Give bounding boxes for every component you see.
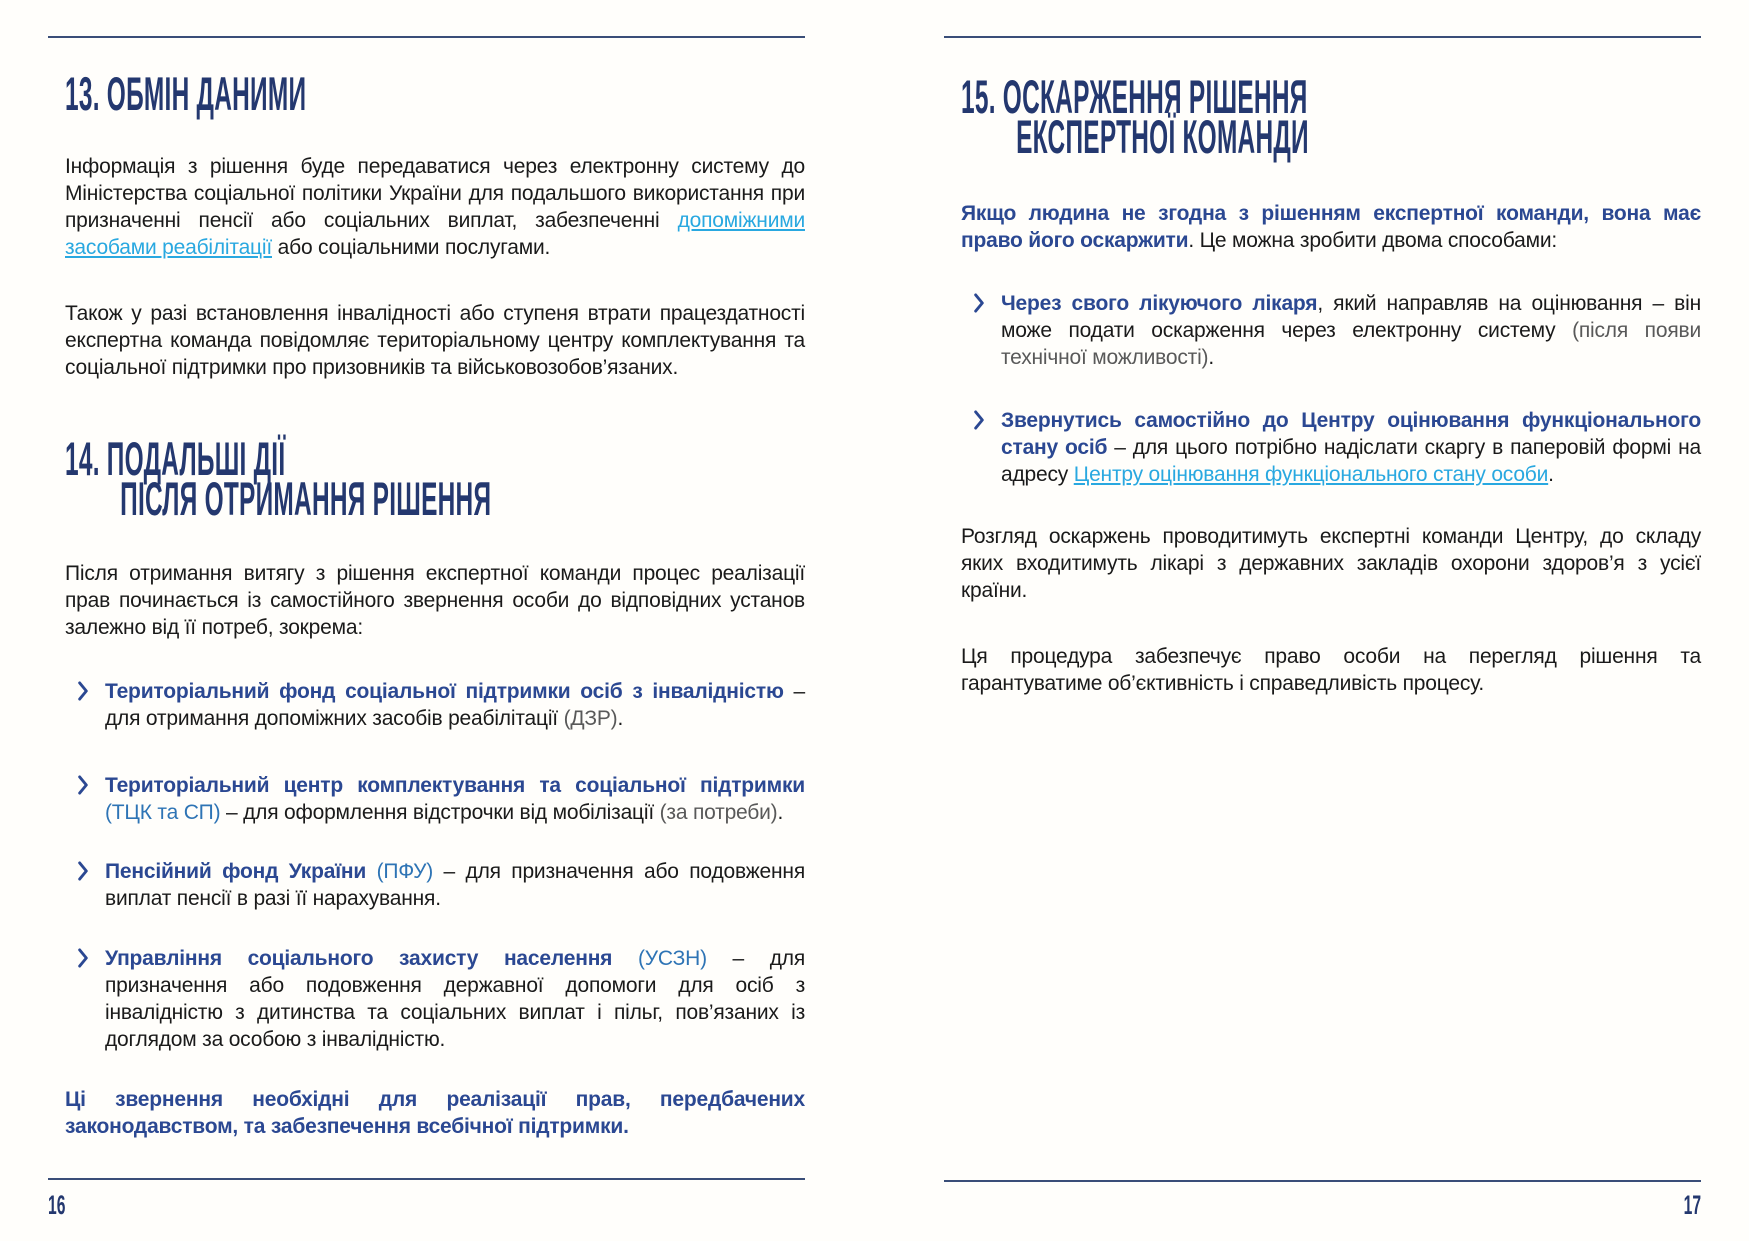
page-content — [961, 0, 1701, 1241]
heading-number: 14. — [65, 432, 107, 485]
page-number: 16 — [48, 1190, 66, 1220]
text-segment: . — [777, 801, 784, 824]
bullet-chevron-icon — [973, 410, 985, 430]
text-segment: (ДЗР) — [563, 707, 618, 730]
paragraph — [65, 300, 805, 381]
bullet-chevron-icon — [77, 861, 89, 881]
page-right — [944, 0, 1701, 1241]
bullet-chevron-icon — [77, 948, 89, 968]
bullet-chevron-icon — [77, 681, 89, 701]
bullet-item — [105, 772, 805, 826]
page-content — [65, 0, 805, 1241]
bullet-item — [105, 858, 805, 912]
text-segment: (ТЦК та СП) — [105, 801, 221, 824]
text-segment: або соціальними послугами. — [272, 236, 551, 259]
text-segment: Територіальний фонд соціальної підтримки осіб з інвалідністю — [105, 680, 784, 703]
page-number: 17 — [1683, 1190, 1701, 1220]
text-segment: . — [1208, 346, 1214, 369]
text-segment — [612, 947, 638, 970]
text-segment: – для оформлення відстрочки від мобілізації — [220, 801, 660, 824]
text-segment: Якщо людина не згодна з рішенням експертної команди, вона має право його оскаржити — [961, 202, 1701, 252]
paragraph — [65, 560, 805, 641]
page-left — [48, 0, 805, 1241]
heading-line: ЕКСПЕРТНОЇ КОМАНДИ — [1016, 110, 1309, 163]
bullet-item — [1001, 290, 1701, 371]
text-segment: Через свого лікуючого лікаря — [1001, 292, 1318, 315]
text-segment: (після появи технічної можливості) — [1001, 319, 1701, 369]
text-segment: – для отримання допоміжних засобів реабілітації — [105, 680, 805, 730]
text-segment — [366, 860, 377, 883]
text-segment: (ПФУ) — [376, 860, 434, 883]
text-segment: . Це можна зробити двома способами: — [1188, 229, 1558, 252]
text-segment: Розгляд оскаржень проводитимуть експертні команди Центру, до складу яких входитимуть лікарі з державних закладів охорони здоров’я з усієї країни. — [961, 525, 1701, 602]
text-segment: Управління соціального захисту населення — [105, 947, 613, 970]
text-segment: – для призначення або подовження виплат пенсії в разі її нарахування. — [105, 860, 805, 910]
heading-number: 13. — [65, 67, 107, 120]
inline-link[interactable]: допоміжними засобами реабілітації — [65, 209, 805, 259]
paragraph — [65, 153, 805, 261]
text-segment: Ці звернення необхідні для реалізації прав, передбачених законодавством, та забезпечення всебічної підтримки. — [65, 1088, 805, 1138]
section-heading-15 — [961, 70, 1309, 163]
text-segment: – для цього потрібно надіслати скаргу в паперовій формі на адресу — [1001, 436, 1701, 486]
bullet-chevron-icon — [77, 775, 89, 795]
heading-line: 15. ОСКАРЖЕННЯ РІШЕННЯ — [961, 70, 1308, 123]
paragraph — [65, 1086, 805, 1140]
bullet-chevron-icon — [973, 293, 985, 313]
text-segment: Ця процедура забезпечує право особи на перегляд рішення та гарантуватиме об’єктивність і справедливість процесу. — [961, 645, 1701, 695]
text-segment: . — [617, 707, 624, 730]
footer-rule — [944, 1180, 1701, 1182]
bullet-item — [105, 945, 805, 1053]
heading-line: 14. ПОДАЛЬШІ ДІЇ — [65, 432, 286, 485]
paragraph — [961, 200, 1701, 254]
text-segment: (за потреби) — [659, 801, 778, 824]
text-segment: Пенсійний фонд України — [105, 860, 367, 883]
bullet-item — [105, 678, 805, 732]
text-segment: , який направляв на оцінювання – він може подати оскарження через електронну систему — [1001, 292, 1701, 342]
text-segment: – для призначення або подовження державної допомоги для осіб з інвалідністю з дитинства та соціальних виплат і пільг, пов’язаних із доглядом за особою з інвалідністю. — [105, 947, 806, 1051]
text-segment: Також у разі встановлення інвалідності або ступеня втрати працездатності експертна команда повідомляє територіальному центру комплектування та соціальної підтримки про призовників та військовозобов’язаних. — [65, 302, 805, 379]
text-segment: Територіальний центр комплектування та соціальної підтримки — [105, 774, 805, 797]
text-segment: (УСЗН) — [637, 947, 707, 970]
bullet-item — [1001, 407, 1701, 488]
section-heading-14 — [65, 432, 492, 525]
text-segment: Інформація з рішення буде передаватися через електронну систему до Міністерства соціальної політики України для подальшого використання при призначенні пенсії або соціальних виплат, забезпеченні — [65, 155, 805, 232]
heading-line: ПІСЛЯ ОТРИМАННЯ РІШЕННЯ — [120, 472, 492, 525]
inline-link[interactable]: Центру оцінювання функціонального стану особи — [1073, 463, 1549, 486]
heading-number: 15. — [961, 70, 1003, 123]
paragraph — [961, 523, 1701, 604]
footer-rule — [48, 1178, 805, 1180]
text-segment: Після отримання витягу з рішення експертної команди процес реалізації прав починається із самостійного звернення особи до відповідних установ залежно від її потреб, зокрема: — [65, 562, 805, 639]
section-heading-13 — [65, 67, 307, 120]
heading-line: 13. ОБМІН ДАНИМИ — [65, 67, 307, 120]
paragraph — [961, 643, 1701, 697]
text-segment: Звернутись самостійно до Центру оцінювання функціонального стану осіб — [1001, 409, 1701, 459]
text-segment: . — [1548, 463, 1554, 486]
